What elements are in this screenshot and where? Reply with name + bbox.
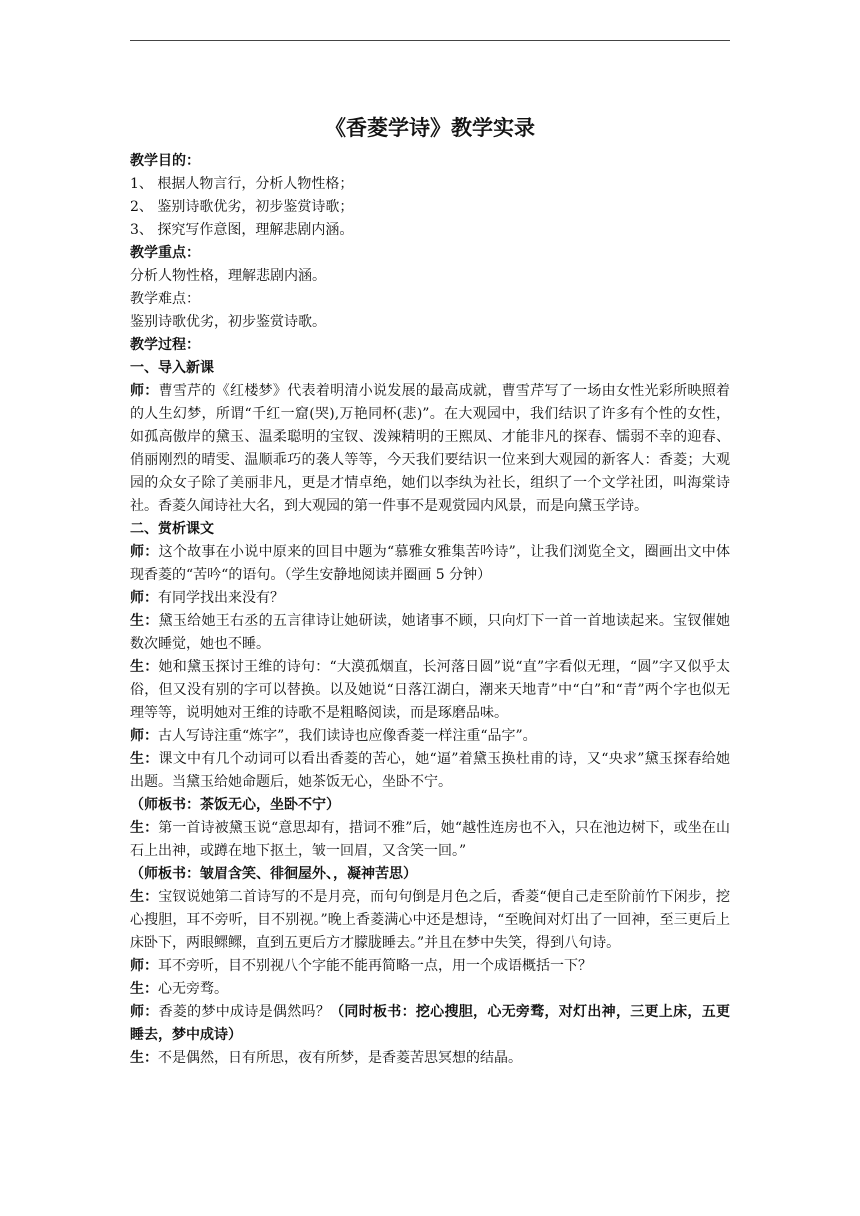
dialogue-paragraph (130, 725, 730, 748)
objective-item: 2、 鉴别诗歌优劣，初步鉴赏诗歌； (130, 199, 354, 215)
dialogue-text: 香菱的梦中成诗是偶然吗？ (158, 1004, 331, 1020)
speaker-label: 师： (130, 958, 158, 974)
dialogue-text: 宝钗说她第二首诗写的不是月亮，而句句倒是月色之后，香菱“便自己走至阶前竹下闲步，挖心搜胆，耳不旁听，目不别视。”晚上香菱满心中还是想诗，“至晚间对灯出了一回神，至三更后上床卧下，两眼鳏鳏，直到五更后方才朦胧睡去。”并且在梦中失笑，得到八句诗。 (130, 889, 731, 951)
dialogue-paragraph (130, 817, 730, 863)
dialogue-text: 第一首诗被黛玉说“意思却有，措词不雅”后，她“越性连房也不入，只在池边树下，或坐在山石上出神，或蹲在地下抠土，皱一回眉，又含笑一回。” (130, 820, 730, 859)
dialogue-text: 曹雪芹的《红楼梦》代表着明清小说发展的最高成就，曹雪芹写了一场由女性光彩所映照着的人生幻梦，所谓“千红一窟(哭),万艳同杯(悲)”。在大观园中，我们结识了许多有个性的女性，如孤高傲岸的黛玉、温柔聪明的宝钗、泼辣精明的王熙凤、才能非凡的探春、懦弱不幸的迎春、俏丽刚烈的晴雯、温顺乖巧的袭人等等，今天我们要结识一位来到大观园的新客人：香菱；大观园的众女子除了美丽非凡，更是才情卓绝，她们以李纨为社长，组织了一个文学社团，叫海棠诗社。香菱久闻诗社大名，到大观园的第一件事不是观赏园内风景，而是向黛玉学诗。 (130, 383, 731, 514)
document-title: 《香菱学诗》教学实录 (325, 115, 535, 140)
section-heading: 一、导入新课 (130, 360, 214, 376)
dialogue-paragraph (130, 748, 730, 794)
dialogue-text: 古人写诗注重“炼字”，我们读诗也应像香菱一样注重“品字”。 (158, 728, 537, 744)
dialogue-paragraph (130, 541, 730, 587)
dialogue-text: 这个故事在小说中原来的回目中题为“慕雅女雅集苦吟诗”，让我们浏览全文，圈画出文中体现香菱的“苦吟“的语句。（学生安静地阅读并圈画 5 分钟） (130, 544, 731, 583)
board-note-inline: （同时板书：挖心搜胆，心无旁骛，对灯出神，三更上床，五更睡去，梦中成诗） (130, 1004, 731, 1043)
dialogue-paragraph (130, 1001, 730, 1047)
dialogue-text: 耳不旁听，目不别视八个字能不能再简略一点，用一个成语概括一下？ (158, 958, 592, 974)
dialogue-paragraph (130, 978, 730, 1001)
dialogue-text: 课文中有几个动词可以看出香菱的苦心，她“逼”着黛玉换杜甫的诗，又“央求”黛玉探春给她出题。当黛玉给她命题后，她茶饭无心，坐卧不宁。 (130, 751, 730, 790)
dialogue-paragraph (130, 1047, 730, 1070)
dialogue-text: 她和黛玉探讨王维的诗句：“大漠孤烟直，长河落日圆”说“直”字看似无理，“圆”字又似乎太俗，但又没有别的字可以替换。以及她说“日落江湖白，潮来天地青”中“白”和“青”两个字也似无理等等，说明她对王维的诗歌不是粗略阅读，而是琢磨品味。 (130, 659, 731, 721)
dialogue-text: 有同学找出来没有？ (158, 590, 284, 606)
key-points-heading: 教学重点： (130, 245, 200, 261)
key-points-text: 分析人物性格，理解悲剧内涵。 (130, 268, 326, 284)
speaker-label: 生： (130, 659, 159, 675)
objectives-heading: 教学目的： (130, 153, 200, 169)
dialogue-paragraph (130, 955, 730, 978)
speaker-label: 师： (130, 383, 159, 399)
speaker-label: 生： (130, 613, 159, 629)
speaker-label: 生： (130, 981, 158, 997)
objective-item: 3、 探究写作意图，理解悲剧内涵。 (130, 222, 354, 238)
speaker-label: 师： (130, 1004, 159, 1020)
speaker-label: 生： (130, 820, 159, 836)
process-heading: 教学过程： (130, 337, 200, 353)
speaker-label: 师： (130, 590, 158, 606)
header-rule (130, 40, 730, 41)
document-page (130, 112, 730, 1070)
dialogue-text: 不是偶然，日有所思，夜有所梦，是香菱苦思冥想的结晶。 (158, 1050, 522, 1066)
speaker-label: 生： (130, 751, 159, 767)
objective-item: 1、 根据人物言行，分析人物性格； (130, 176, 354, 192)
dialogue-paragraph (130, 656, 730, 725)
dialogue-paragraph (130, 886, 730, 955)
board-note: （师板书：茶饭无心，坐卧不宁） (130, 797, 340, 813)
difficulty-heading: 教学难点： (130, 291, 200, 307)
difficulty-text: 鉴别诗歌优劣，初步鉴赏诗歌。 (130, 314, 326, 330)
dialogue-paragraph (130, 380, 730, 518)
speaker-label: 师： (130, 728, 158, 744)
board-note: （师板书：皱眉含笑、徘徊屋外、，凝神苦思） (130, 866, 417, 882)
dialogue-paragraph (130, 610, 730, 656)
section-heading: 二、赏析课文 (130, 521, 214, 537)
dialogue-text: 心无旁骛。 (158, 981, 228, 997)
speaker-label: 生： (130, 889, 159, 905)
dialogue-paragraph (130, 587, 730, 610)
speaker-label: 师： (130, 544, 159, 560)
dialogue-text: 黛玉给她王右丞的五言律诗让她研读，她诸事不顾，只向灯下一首一首地读起来。宝钗催她数次睡觉，她也不睡。 (130, 613, 731, 652)
speaker-label: 生： (130, 1050, 158, 1066)
